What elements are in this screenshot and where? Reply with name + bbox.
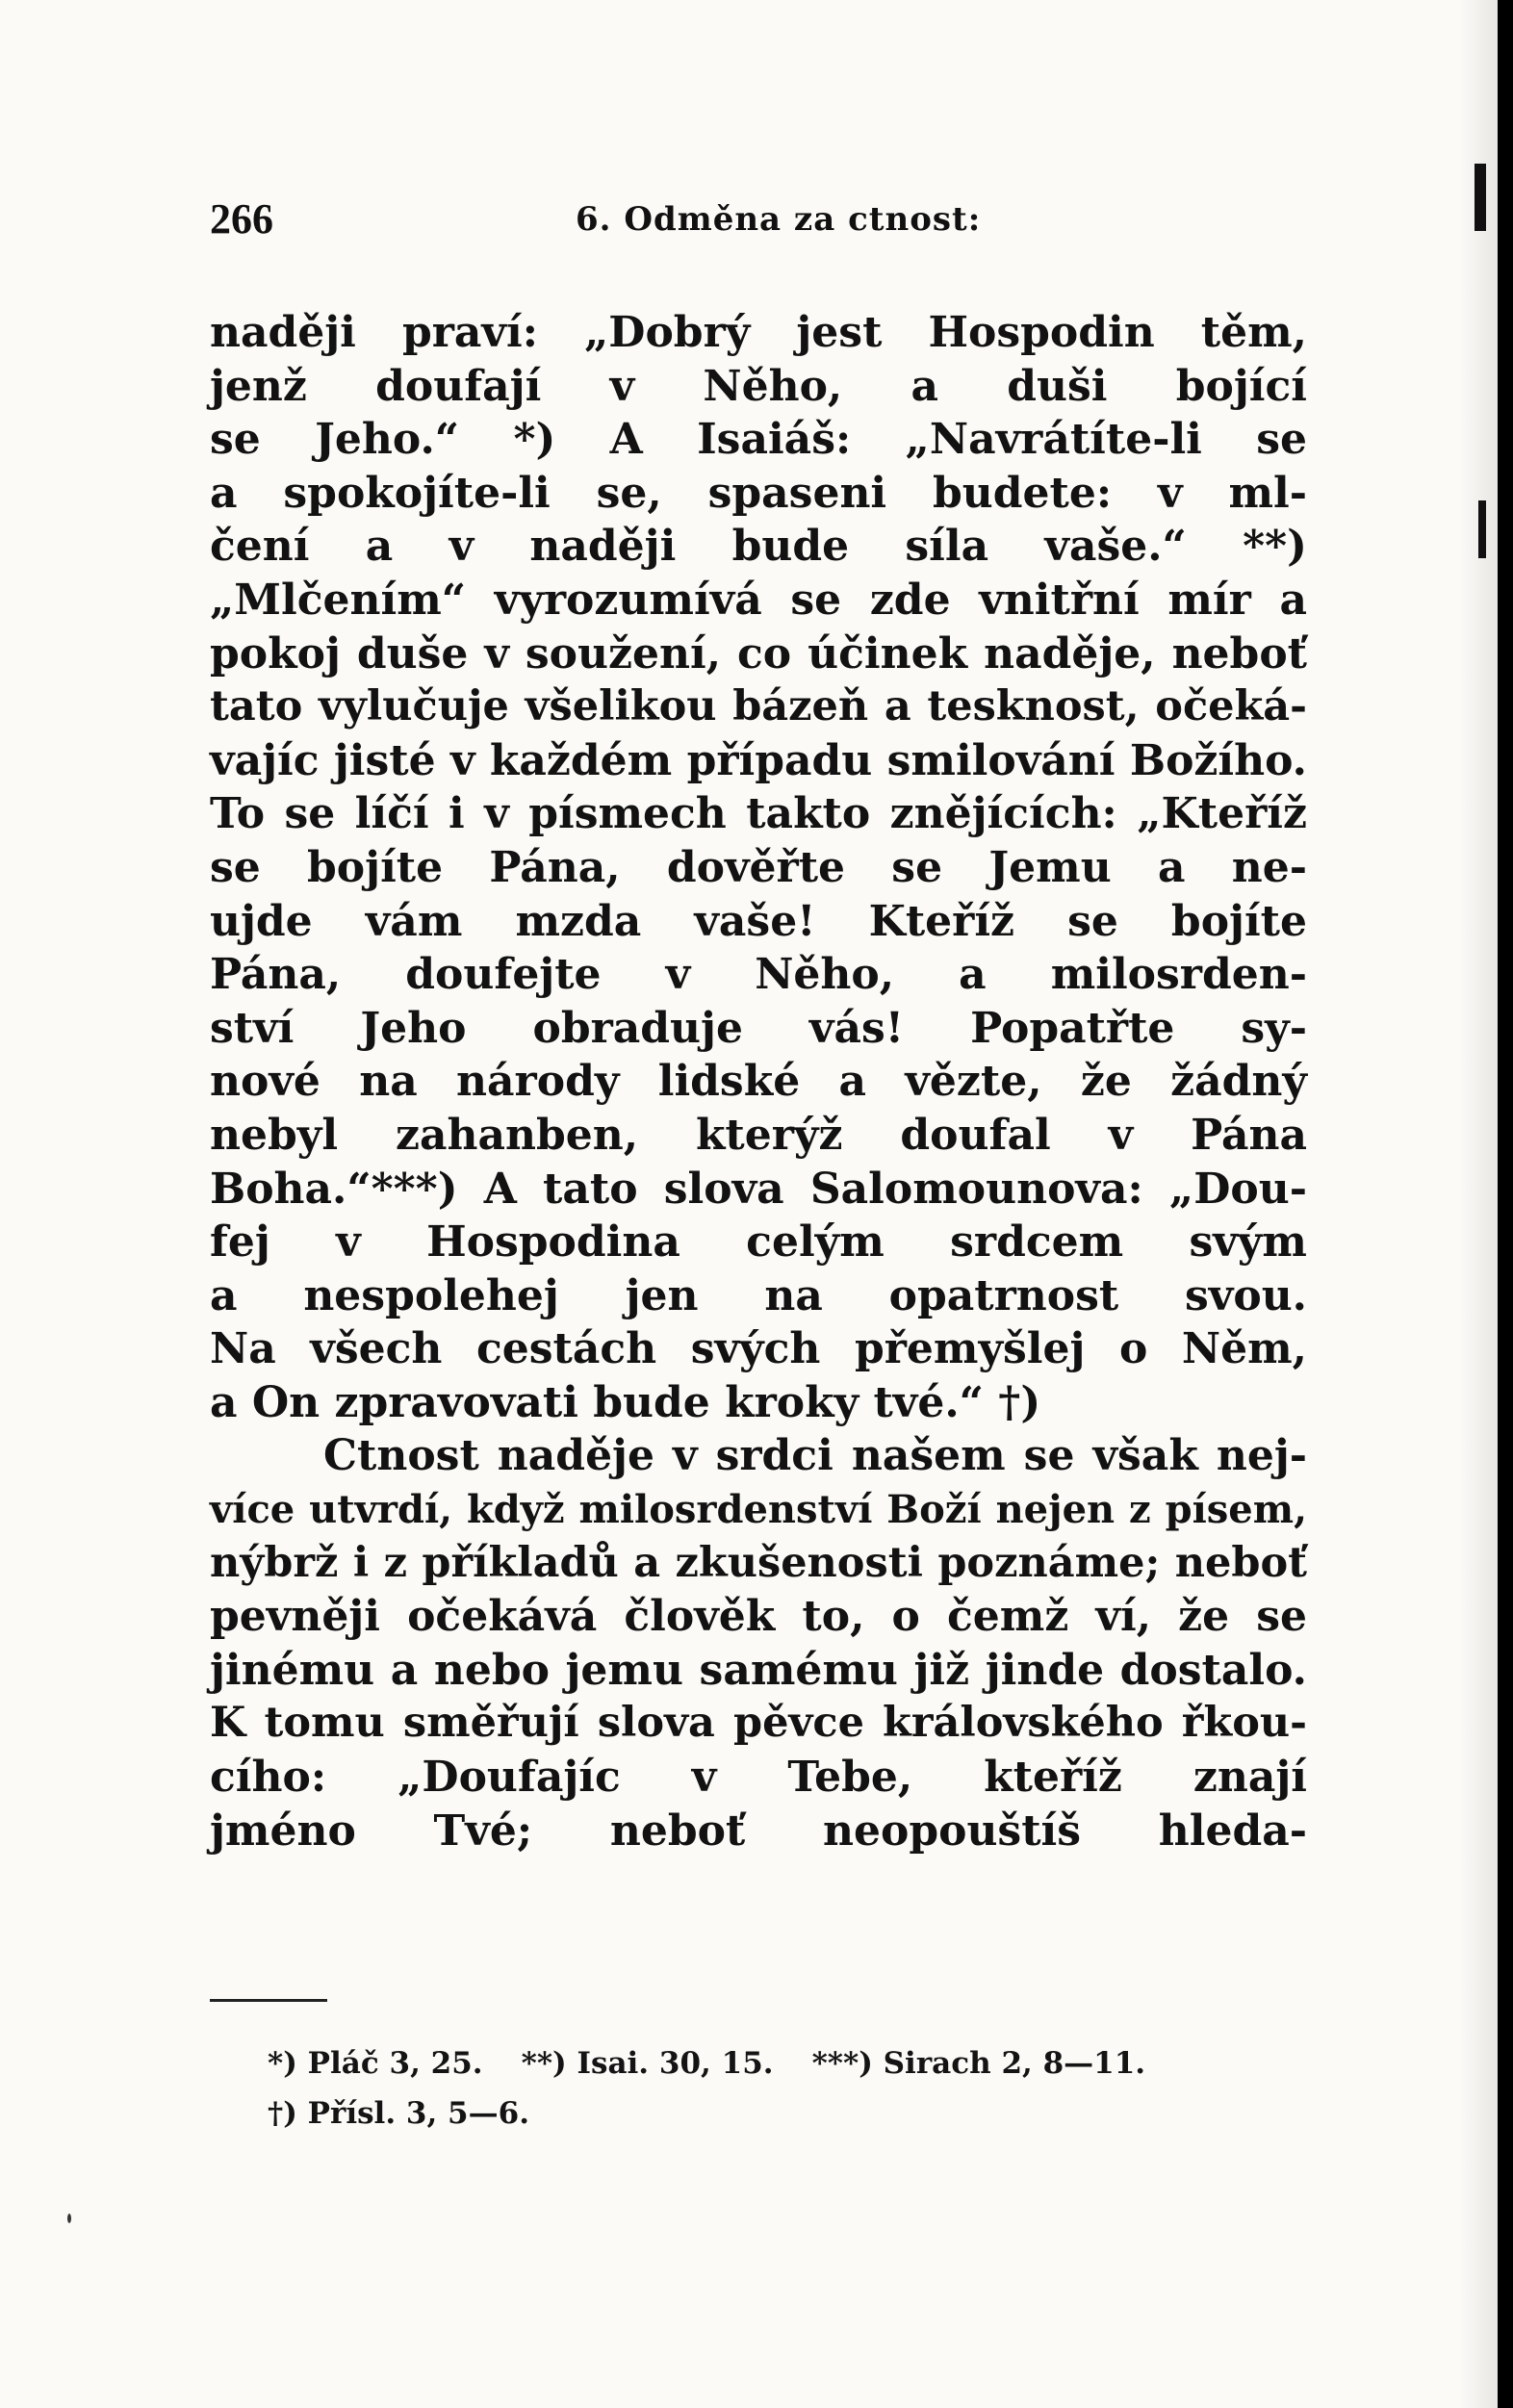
text-line: nebyl zahanben, kterýž doufal v Pána [210,1110,1307,1160]
text-line: čení a v naději bude síla vaše.“ **) [210,522,1307,572]
page-header [210,194,1076,252]
text-line: více utvrdí, když milosrdenství Boží nejen z písem, [210,1487,1307,1533]
text-line: nýbrž i z příkladů a zkušenosti poznáme; neboť [210,1538,1307,1587]
footnote: *) Pláč 3, 25. [268,2046,483,2081]
footnote-divider [210,1999,327,2002]
body-text [210,306,1307,1857]
paper-speck [67,2214,71,2223]
margin-mark [1478,500,1486,558]
text-line: naději praví: „Dobrý jest Hospodin těm, [210,308,1307,357]
text-line: Boha.“***) A tato slova Salomounova: „Dou- [210,1164,1307,1214]
text-line: tato vylučuje všelikou bázeň a tesknost, očeká- [210,682,1307,731]
footnote: †) Přísl. 3, 5—6. [268,2096,529,2131]
text-line: nové na národy lidské a vězte, že žádný [210,1057,1307,1107]
text-line: jméno Tvé; neboť neopouštíš hleda- [210,1806,1307,1856]
text-line: Ctnost naděje v srdci našem se však nej- [323,1431,1307,1481]
footnote: **) Isai. 30, 15. [521,2046,774,2081]
text-line: pevněji očekává člověk to, o čemž ví, že se [210,1592,1307,1642]
text-line: Pána, doufejte v Něho, a milosrden- [210,950,1307,1000]
text-line: ujde vám mzda vaše! Kteříž se bojíte [210,896,1307,946]
page-edge-shadow [1459,0,1498,2408]
footnote-line [268,2088,1278,2139]
text-line: K tomu směřují slova pěvce královského řkou- [210,1699,1307,1748]
text-line: vajíc jisté v každém případu smilování Božího. [210,735,1307,785]
text-line: fej v Hospodina celým srdcem svým [210,1217,1307,1268]
text-line: jinému a nebo jemu samému již jinde dostalo. [210,1645,1307,1695]
text-line: „Mlčením“ vyrozumívá se zde vnitřní mír a [210,575,1307,625]
text-line: a On zpravovati bude kroky tvé.“ †) [210,1377,1041,1427]
text-line: a spokojíte-li se, spaseni budete: v ml- [210,468,1307,518]
text-line: se bojíte Pána, dověřte se Jemu a ne- [210,842,1307,892]
text-line: ství Jeho obraduje vás! Popatřte sy- [210,1003,1307,1053]
margin-mark [1475,164,1486,231]
text-line: cího: „Doufajíc v Tebe, kteříž znají [210,1753,1307,1803]
text-line: Na všech cestách svých přemyšlej o Něm, [210,1324,1307,1374]
running-head: 6. Odměna za ctnost: [576,200,982,239]
footnotes [268,2038,1278,2139]
footnote-line [268,2038,1278,2088]
text-line: a nespolehej jen na opatrnost svou. [210,1270,1307,1320]
footnote: ***) Sirach 2, 8—11. [811,2046,1146,2081]
text-line: pokoj duše v soužení, co účinek naděje, neboť [210,628,1307,679]
page-number: 266 [210,195,273,243]
text-line: To se líčí i v písmech takto znějících: „Kteříž [210,789,1307,839]
text-line: jenž doufají v Něho, a duši bojící [210,361,1307,411]
text-line: se Jeho.“ *) A Isaiáš: „Navrátíte-li se [210,415,1307,465]
